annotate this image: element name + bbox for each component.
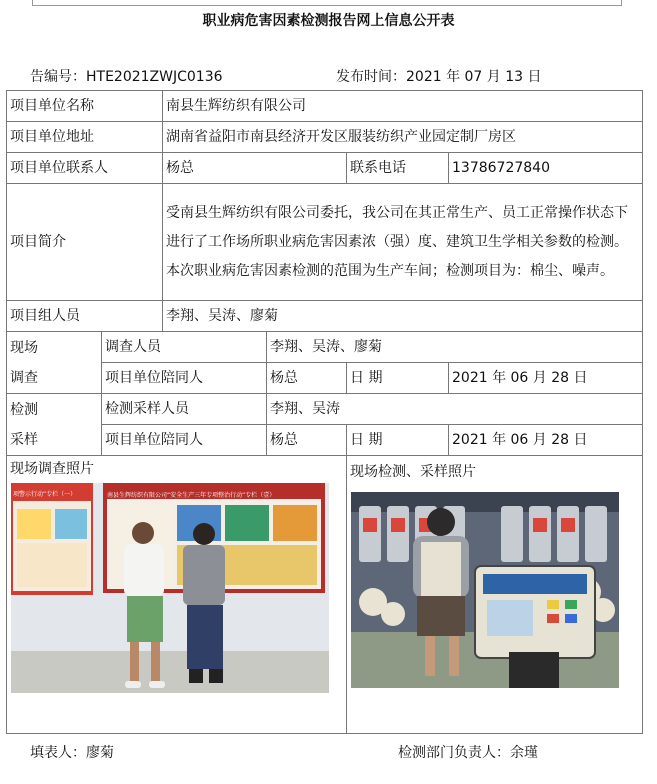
survey-label-line2: 调查: [10, 369, 38, 386]
survey-escort-value: 杨总: [267, 363, 347, 394]
phone-label: 联系电话: [347, 153, 449, 184]
survey-date-label: 日 期: [347, 363, 449, 394]
sampling-label-line2: 采样: [10, 431, 38, 448]
survey-photo: [11, 483, 329, 693]
row-unit-name: [7, 91, 643, 122]
survey-photo-illustration: [11, 483, 329, 693]
center-poster-caption: 南县生辉纺织有限公司“安全生产三年专项整治行动”专栏（壹）: [107, 492, 276, 499]
filler-label: 填表人：: [30, 745, 86, 761]
dept-manager-name: 余瑾: [510, 745, 538, 761]
row-sampling-staff: [7, 394, 643, 425]
unit-name-label: 项目单位名称: [7, 91, 163, 122]
notice-number-label: 告编号：: [30, 69, 86, 85]
row-sampling-escort: [7, 425, 643, 456]
contact-value: 杨总: [163, 153, 347, 184]
survey-staff-value: 李翔、吴涛、廖菊: [267, 332, 643, 363]
survey-section-label: [7, 332, 102, 394]
survey-date-value: 2021 年 06 月 28 日: [449, 363, 643, 394]
survey-photo-cell: [7, 456, 347, 734]
left-poster-caption: 项警示行动”专栏（一）: [13, 491, 77, 498]
sampling-photo-cell: [347, 456, 643, 734]
row-address: [7, 122, 643, 153]
publish-time: [336, 66, 542, 86]
intro-label: 项目简介: [7, 184, 163, 301]
notice-number: [30, 66, 223, 86]
row-team: [7, 301, 643, 332]
report-table: [6, 90, 643, 734]
unit-name-value: 南县生辉纺织有限公司: [163, 91, 643, 122]
row-contact: [7, 153, 643, 184]
sampling-escort-label: 项目单位陪同人: [102, 425, 267, 456]
survey-label-line1: 现场: [10, 339, 38, 356]
address-label: 项目单位地址: [7, 122, 163, 153]
top-frame: [32, 0, 622, 6]
row-survey-escort: [7, 363, 643, 394]
publish-time-label: 发布时间：: [336, 69, 406, 85]
page-title: 职业病危害因素检测报告网上信息公开表: [202, 13, 455, 29]
team-label: 项目组人员: [7, 301, 163, 332]
phone-value: 13786727840: [449, 153, 643, 184]
sampling-label-line1: 检测: [10, 401, 38, 418]
sampling-escort-value: 杨总: [267, 425, 347, 456]
sampling-photo: [351, 492, 619, 688]
address-value: 湖南省益阳市南县经济开发区服装纺织产业园定制厂房区: [163, 122, 643, 153]
survey-staff-label: 调查人员: [102, 332, 267, 363]
publish-time-value: 2021 年 07 月 13 日: [406, 69, 542, 85]
row-survey-staff: [7, 332, 643, 363]
sampling-photo-label: 现场检测、采样照片: [350, 464, 476, 480]
sampling-photo-illustration: [351, 492, 619, 688]
row-intro: [7, 184, 643, 301]
row-photos: [7, 456, 643, 734]
dept-manager-label: 检测部门负责人：: [398, 745, 510, 761]
sampling-staff-label: 检测采样人员: [102, 394, 267, 425]
filler: [30, 742, 114, 762]
intro-text: 受南县生辉纺织有限公司委托，我公司在其正常生产、员工正常操作状态下进行了工作场所职业病危害因素浓（强）度、建筑卫生学相关参数的检测。本次职业病危害因素检测的范围为生产车间；检测项目为：棉尘、噪声。: [163, 184, 643, 301]
dept-manager: [398, 742, 538, 762]
contact-label: 项目单位联系人: [7, 153, 163, 184]
sampling-staff-value: 李翔、吴涛: [267, 394, 643, 425]
team-value: 李翔、吴涛、廖菊: [163, 301, 643, 332]
sampling-date-value: 2021 年 06 月 28 日: [449, 425, 643, 456]
survey-escort-label: 项目单位陪同人: [102, 363, 267, 394]
filler-name: 廖菊: [86, 745, 114, 761]
notice-number-value: HTE2021ZWJC0136: [86, 69, 223, 85]
sampling-section-label: [7, 394, 102, 456]
survey-photo-label: 现场调查照片: [10, 461, 94, 477]
sampling-date-label: 日 期: [347, 425, 449, 456]
